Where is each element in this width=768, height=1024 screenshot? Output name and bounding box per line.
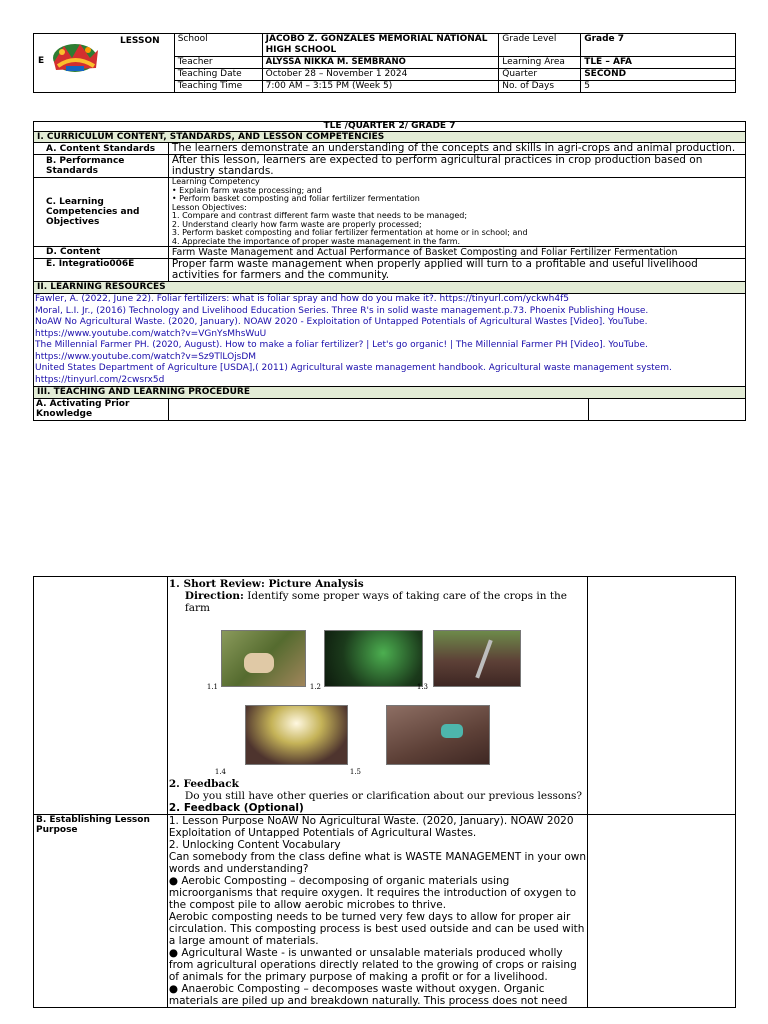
direction-line <box>169 590 586 614</box>
teacher-value: ALYSSA NIKKA M. SEMBRANO <box>262 57 499 69</box>
picture-label: 1.2 <box>309 683 322 691</box>
competency-line: Lesson Objectives: <box>171 202 247 212</box>
lesson-label: LESSON <box>120 36 160 46</box>
teaching-date-value: October 28 – November 1 2024 <box>262 69 499 81</box>
direction-label: Direction: <box>184 590 244 602</box>
feedback-optional: 2. Feedback (Optional) <box>168 802 304 814</box>
picture-label-row <box>169 764 586 778</box>
competencies-label: C. Learning Competencies and Objectives <box>34 178 169 247</box>
section-heading-procedure: III. TEACHING AND LEARNING PROCEDURE <box>34 387 746 399</box>
purpose-line: 1. Lesson Purpose NoAW No Agricultural Waste. (2020, January). NOAW 2020 <box>168 815 574 827</box>
teaching-time-key: Teaching Time <box>174 81 262 93</box>
purpose-line: Exploitation of Untapped Potentials of Agricultural Wastes. <box>168 827 477 839</box>
lesson-header-table <box>33 33 736 93</box>
resource-link[interactable]: The Millennial Farmer PH. (2020, August). How to make a foliar fertilizer? | Let's go organic! | The Millennial Farmer PH [Video]. YouTube. https://www.youtube.com/watch?v=Sz9TlLOjsDM <box>35 340 648 362</box>
picture-grid <box>169 614 586 764</box>
establishing-purpose-content <box>167 815 587 1008</box>
resource-link[interactable]: United States Department of Agriculture [USDA],( 2011) Agricultural waste management handbook. Agricultural waste management system. https://tinyurl.com/2cwsrx5d <box>35 363 672 385</box>
establishing-purpose-notes <box>588 815 736 1008</box>
teaching-time-value: 7:00 AM – 3:15 PM (Week 5) <box>262 81 499 93</box>
activating-prior-knowledge-content <box>168 399 588 421</box>
competency-line: 2. Understand clearly how farm waste are properly processed; <box>171 219 422 229</box>
table-title: TLE /QUARTER 2/ GRADE 7 <box>34 122 746 132</box>
learning-area-value: TLE – AFA <box>581 57 736 69</box>
picture-label: 1.3 <box>416 683 429 691</box>
establishing-purpose-label: B. Establishing Lesson Purpose <box>34 815 168 1008</box>
logo-letter: E <box>38 56 45 66</box>
quarter-value: SECOND <box>581 69 736 81</box>
resource-link[interactable]: Moral, L.I. Jr., (2016) Technology and Livelihood Education Series. Three R's in solid waste management.p.73. Phoenix Publishing House. <box>35 305 649 316</box>
activating-prior-knowledge-label: A. Activating Prior Knowledge <box>34 399 169 421</box>
competency-line: • Perform basket composting and foliar fertilizer fermentation <box>171 194 420 203</box>
picture-hand-planting <box>386 705 490 765</box>
performance-standards-label: B. Performance Standards <box>34 155 169 178</box>
content-standards-label: A. Content Standards <box>34 143 169 155</box>
resource-link[interactable]: NoAW No Agricultural Waste. (2020, January). NOAW 2020 - Exploitation of Untapped Potentials of Agricultural Wastes [Video]. YouTube. https://www.youtube.com/watch?v=VGnYsMhsWuU <box>35 317 648 339</box>
logo-cell <box>34 34 175 93</box>
purpose-line: ● Anaerobic Composting – decomposes waste without oxygen. Organic materials are piled up and breakdown naturally. This process does not need <box>168 983 568 1007</box>
purpose-line: ● Aerobic Composting – decomposing of organic materials using microorganisms that require oxygen. It requires the introduction of oxygen to the compost pile to allow aerobic microbes to thrive. <box>168 875 576 911</box>
purpose-line: ● Agricultural Waste - is unwanted or unsalable materials produced wholly from agricultural operations directly related to the growing of crops or raising <box>168 947 577 971</box>
section-heading-curriculum: I. CURRICULUM CONTENT, STANDARDS, AND LESSON COMPETENCIES <box>34 132 746 143</box>
school-logo <box>44 36 106 78</box>
school-key: School <box>174 34 262 57</box>
teaching-date-key: Teaching Date <box>174 69 262 81</box>
resources-list <box>34 294 746 387</box>
quarter-key: Quarter <box>499 69 581 81</box>
feedback-title: 2. Feedback <box>168 778 239 790</box>
picture-seedling-sunlight <box>245 705 348 765</box>
picture-label: 1.5 <box>349 768 362 776</box>
content-label: D. Content <box>34 247 169 259</box>
picture-sprout-watering <box>324 630 423 687</box>
picture-shovel-digging <box>433 630 521 687</box>
picture-hands-soil <box>221 630 306 687</box>
content-standards-text: The learners demonstrate an understanding of the concepts and skills in agri-crops and animal production. <box>168 143 745 155</box>
feedback-question: Do you still have other queries or clarification about our previous lessons? <box>184 790 582 802</box>
learning-area-key: Learning Area <box>499 57 581 69</box>
competency-line: 1. Compare and contrast different farm waste that needs to be managed; <box>171 211 468 220</box>
competency-line: 3. Perform basket composting and foliar fertilizer fermentation at home or in school; and <box>171 228 528 237</box>
activating-prior-knowledge-notes <box>589 399 746 421</box>
competency-line: • Explain farm waste processing; and <box>171 185 322 195</box>
picture-label: 1.4 <box>214 768 227 776</box>
grade-level-key: Grade Level <box>499 34 581 57</box>
resource-link[interactable]: Fawler, A. (2022, June 22). Foliar fertilizers: what is foliar spray and how do you make it?. https://tinyurl.com/yckwh4f5 <box>35 294 569 304</box>
integration-label: E. Integratio006E <box>34 259 169 282</box>
no-of-days-value: 5 <box>581 81 736 93</box>
competency-line: Learning Competency <box>171 177 260 186</box>
school-value: JACOBO Z. GONZALES MEMORIAL NATIONAL HIGH SCHOOL <box>262 34 499 57</box>
content-text: Farm Waste Management and Actual Performance of Basket Composting and Foliar Fertilizer Fermentation <box>168 247 745 259</box>
purpose-line: 2. Unlocking Content Vocabulary <box>168 839 341 851</box>
purpose-line: of animals for the primary purpose of making a profit or for a livelihood. <box>168 971 548 983</box>
picture-label: 1.1 <box>206 683 219 691</box>
integration-text: Proper farm waste management when properly applied will turn to a profitable and useful livelihood activities for farmers and the community. <box>168 259 745 282</box>
review-notes <box>588 577 736 815</box>
competencies-text <box>168 178 745 247</box>
curriculum-table <box>33 121 746 421</box>
review-title: 1. Short Review: Picture Analysis <box>168 578 364 590</box>
direction-text: Identify some proper ways of taking care of the crops in the farm <box>184 590 568 614</box>
procedure-table <box>33 576 736 1008</box>
performance-standards-text: After this lesson, learners are expected to perform agricultural practices in crop production based on industry standards. <box>168 155 745 178</box>
review-row-label <box>34 577 168 815</box>
review-content <box>167 577 587 815</box>
purpose-line: Aerobic composting needs to be turned very few days to allow for proper air circulation. This composting process is best used outside and can be used with a large amount of materials. <box>168 911 585 947</box>
no-of-days-key: No. of Days <box>499 81 581 93</box>
purpose-line: Can somebody from the class define what is WASTE MANAGEMENT in your own words and understanding? <box>168 851 587 875</box>
competency-line: 4. Appreciate the importance of proper waste management in the farm. <box>171 236 461 246</box>
teacher-key: Teacher <box>174 57 262 69</box>
section-heading-resources: II. LEARNING RESOURCES <box>34 282 746 294</box>
grade-level-value: Grade 7 <box>581 34 736 57</box>
